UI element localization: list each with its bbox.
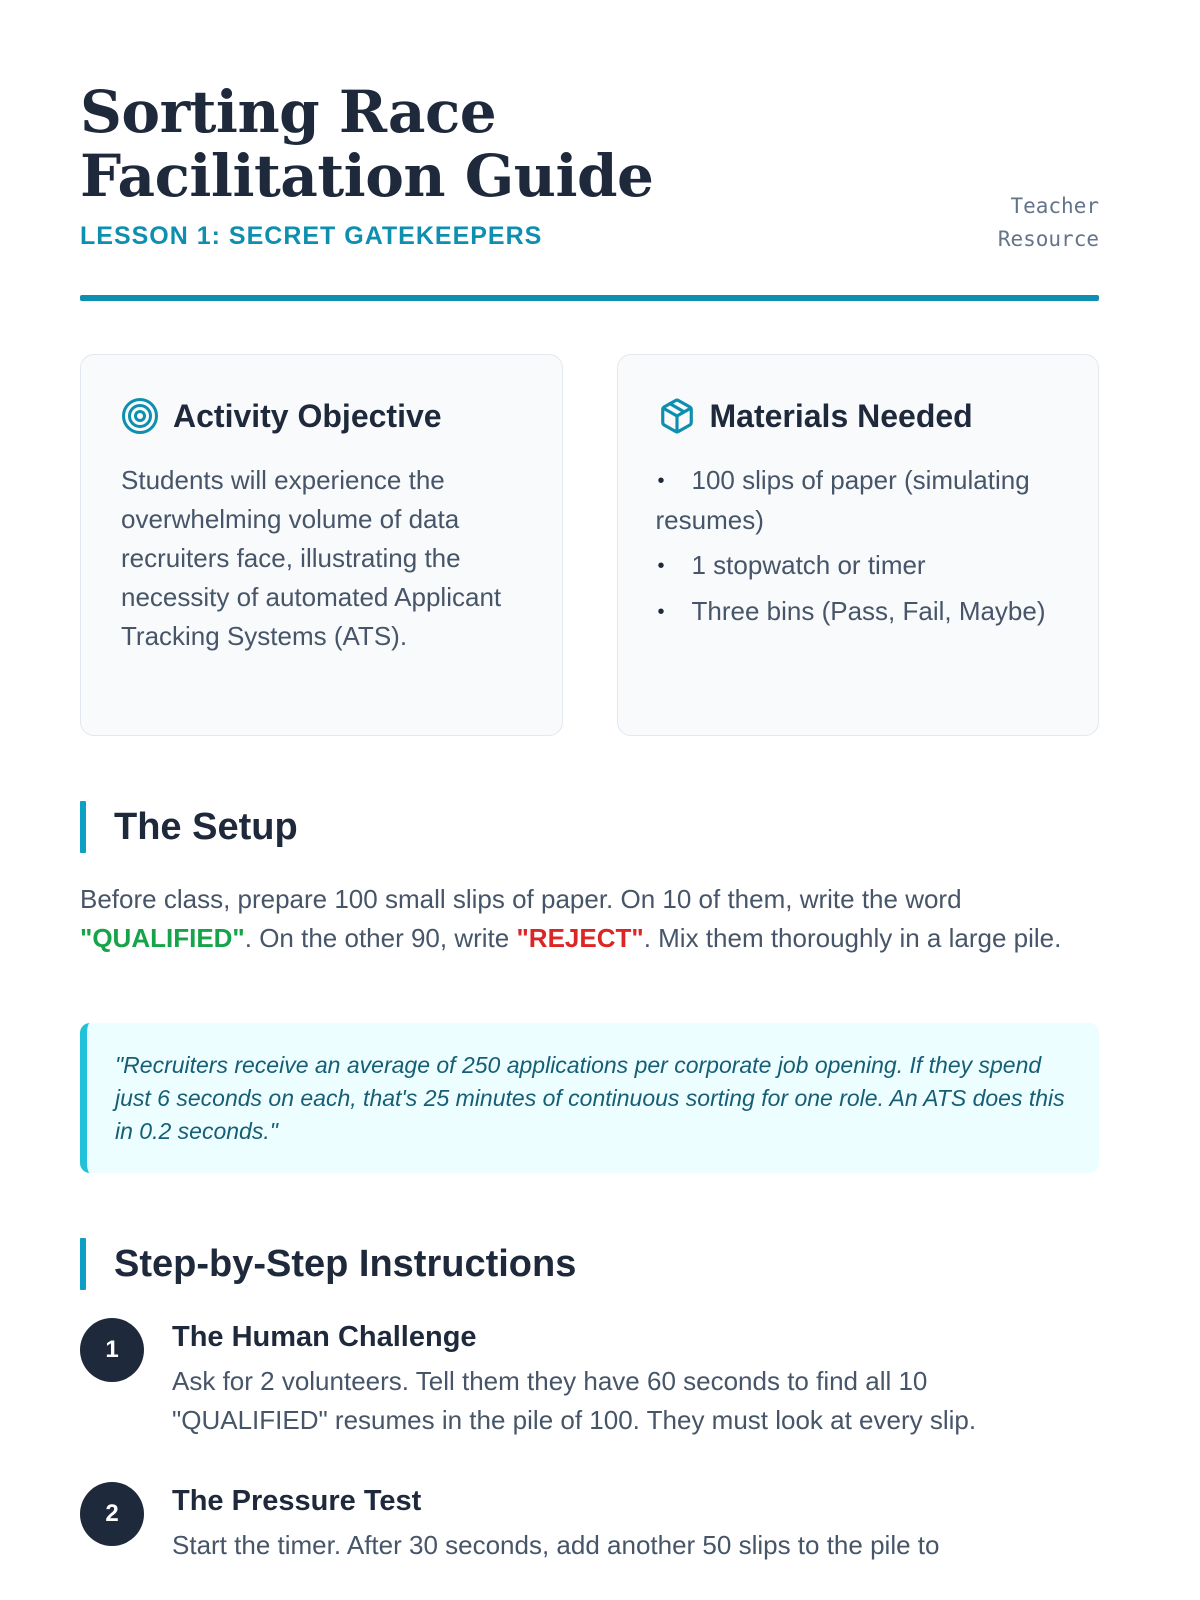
header: [80, 80, 1099, 251]
section-accent-bar: [80, 1238, 86, 1290]
reject-keyword: "REJECT": [516, 923, 644, 953]
step-title: The Pressure Test: [172, 1485, 422, 1517]
target-icon: [121, 397, 159, 435]
setup-paragraph: Before class, prepare 100 small slips of paper. On 10 of them, write the word "QUALIFIED". On the other 90, write "REJECT". Mix them thoroughly in a large pile.: [80, 884, 1062, 953]
objective-card-header: [121, 397, 522, 435]
list-item: • Three bins (Pass, Fail, Maybe): [657, 596, 1046, 626]
objective-title: Activity Objective: [173, 397, 442, 434]
materials-card: [617, 354, 1100, 736]
objective-card: [80, 354, 563, 736]
step-item: [80, 1318, 1099, 1440]
step-description: Ask for 2 volunteers. Tell them they have 60 seconds to find all 10 "QUALIFIED" resumes in the pile of 100. They must look at every slip.: [172, 1366, 977, 1435]
setup-heading: [80, 801, 298, 853]
step-content: [172, 1318, 1072, 1440]
qualified-keyword: "QUALIFIED": [80, 923, 245, 953]
step-number-badge: 2: [80, 1482, 144, 1546]
step-number-badge: 1: [80, 1318, 144, 1382]
materials-card-header: [658, 397, 1059, 435]
section-accent-bar: [80, 801, 86, 853]
materials-title: Materials Needed: [709, 397, 973, 434]
quote-callout: [80, 1023, 1099, 1173]
box-icon: [658, 397, 696, 435]
lesson-subtitle: LESSON 1: SECRET GATEKEEPERS: [80, 222, 543, 250]
list-item: • 1 stopwatch or timer: [657, 550, 926, 580]
resource-label: Teacher Resource: [997, 194, 1099, 251]
step-content: [172, 1482, 1072, 1565]
instructions-heading: [80, 1238, 576, 1290]
info-cards: [80, 354, 1099, 736]
step-item: [80, 1482, 1099, 1565]
setup-heading-text: The Setup: [114, 805, 298, 848]
header-divider: [80, 295, 1099, 301]
list-item: • 100 slips of paper (simulating resumes): [655, 465, 1030, 535]
quote-text: "Recruiters receive an average of 250 applications per corporate job opening. If they spend just 6 seconds on each, that's 25 minutes of continuous sorting for one role. An ATS does this in 0.2 seconds.": [115, 1052, 1065, 1144]
objective-text: Students will experience the overwhelming volume of data recruiters face, illustrating the necessity of automated Applicant Tracking Systems (ATS).: [121, 465, 502, 651]
step-description: Start the timer. After 30 seconds, add another 50 slips to the pile to: [172, 1530, 940, 1560]
page-title: Sorting Race Facilitation Guide: [80, 78, 654, 210]
instructions-heading-text: Step-by-Step Instructions: [114, 1242, 577, 1285]
step-title: The Human Challenge: [172, 1321, 477, 1353]
materials-list: [656, 461, 1059, 632]
